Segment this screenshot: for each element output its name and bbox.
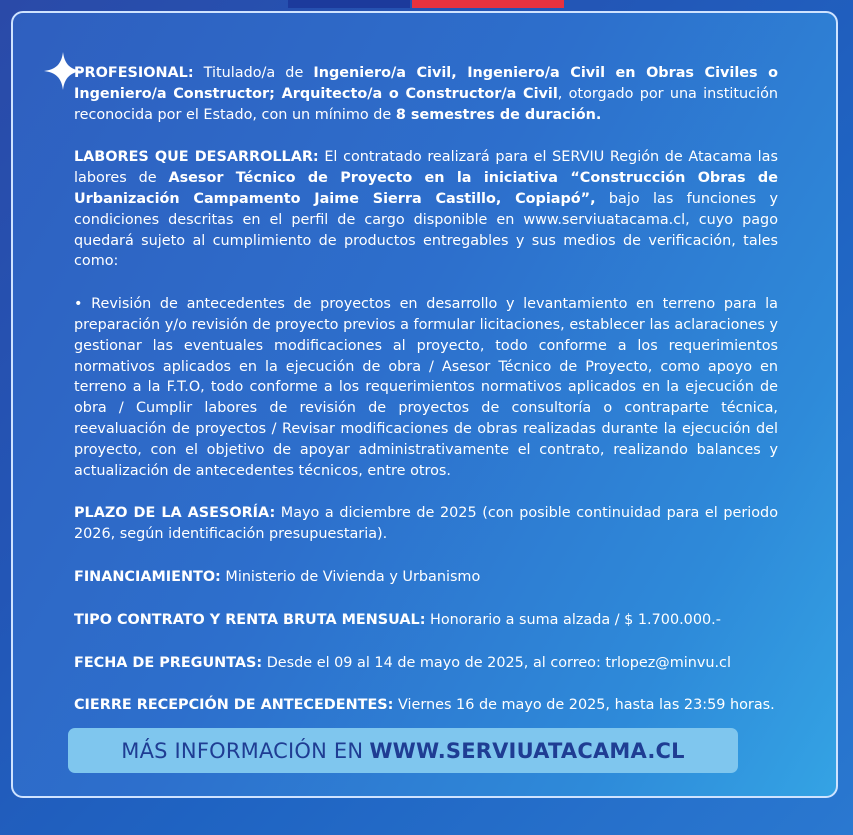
fecha-text: Desde el 09 al 14 de mayo de 2025, al correo: trlopez@minvu.cl <box>262 654 731 671</box>
tipo-text: Honorario a suma alzada / $ 1.700.000.- <box>425 611 721 628</box>
section-labores <box>74 147 778 272</box>
profesional-text-1: Titulado/a de <box>193 65 314 81</box>
labores-text-2: bajo las funciones y condiciones descritas en el perfil de cargo disponible en www.serviuatacama.cl, cuyo pago quedará sujeto al cumplimiento de productos entregables y sus medios de verificación, tales como: <box>74 190 778 270</box>
more-info-banner[interactable] <box>68 728 738 773</box>
cta-url-link[interactable]: WWW.SERVIUATACAMA.CL <box>369 738 685 763</box>
tipo-label: TIPO CONTRATO Y RENTA BRUTA MENSUAL: <box>74 611 426 628</box>
section-plazo <box>74 503 778 545</box>
plazo-text: Mayo a diciembre de 2025 (con posible continuidad para el periodo 2026, según identificación presupuestaria). <box>74 505 778 543</box>
announcement-body <box>74 63 778 716</box>
top-accent-red <box>412 0 564 8</box>
cierre-label: CIERRE RECEPCIÓN DE ANTECEDENTES: <box>74 697 394 714</box>
profesional-text-2: , otorgado por una institución reconocida por el Estado, con un mínimo de <box>74 85 779 123</box>
profesional-label: PROFESIONAL: <box>74 65 194 81</box>
labores-text-1: El contratado realizará para el SERVIU Región de Atacama las labores de <box>74 149 778 187</box>
section-cierre <box>74 695 778 716</box>
profesional-degrees: Ingeniero/a Civil, Ingeniero/a Civil en Obras Civiles o Ingeniero/a Constructor; Arquitecto/a o Constructor/a Civil <box>74 65 778 102</box>
labores-label: LABORES QUE DESARROLLAR: <box>74 149 319 166</box>
section-bullet: • Revisión de antecedentes de proyectos en desarrollo y levantamiento en terreno para la preparación y/o revisión de proyecto previos a formular licitaciones, establecer las aclaraciones y gestionar las eventuales modificaciones al proyecto, todo conforme a los requerimientos normativos aplicados en la ejecución de obra / Asesor Técnico de Proyecto, como apoyo en terreno a la F.T.O, todo conforme a los requerimientos normativos aplicados en la ejecución de obra / Cumplir labores de revisión de proyectos de consultoría o contraparte técnica, reevaluación de proyectos / Revisar modificaciones de obras realizadas durante la ejecución del proyecto, con el objetivo de apoyar administrativamente el contrato, realizando balances y actualización de antecedentes técnicos, entre otros. <box>74 296 778 479</box>
section-fecha <box>74 653 778 674</box>
section-financiamiento <box>74 567 778 588</box>
fecha-label: FECHA DE PREGUNTAS: <box>74 654 263 671</box>
section-profesional <box>74 63 778 125</box>
top-accent-blue <box>288 0 410 8</box>
labores-role: Asesor Técnico de Proyecto en la iniciativa “Construcción Obras de Urbanización Campamento Jaime Sierra Castillo, Copiapó”, <box>74 170 778 207</box>
cta-prefix: MÁS INFORMACIÓN EN <box>121 738 364 763</box>
financiamiento-text: Ministerio de Vivienda y Urbanismo <box>220 568 481 585</box>
plazo-label: PLAZO DE LA ASESORÍA: <box>74 505 276 522</box>
section-tipo <box>74 610 778 631</box>
profesional-semesters: 8 semestres de duración. <box>395 106 602 123</box>
cierre-text: Viernes 16 de mayo de 2025, hasta las 23:59 horas. <box>393 697 775 714</box>
financiamiento-label: FINANCIAMIENTO: <box>74 568 221 585</box>
